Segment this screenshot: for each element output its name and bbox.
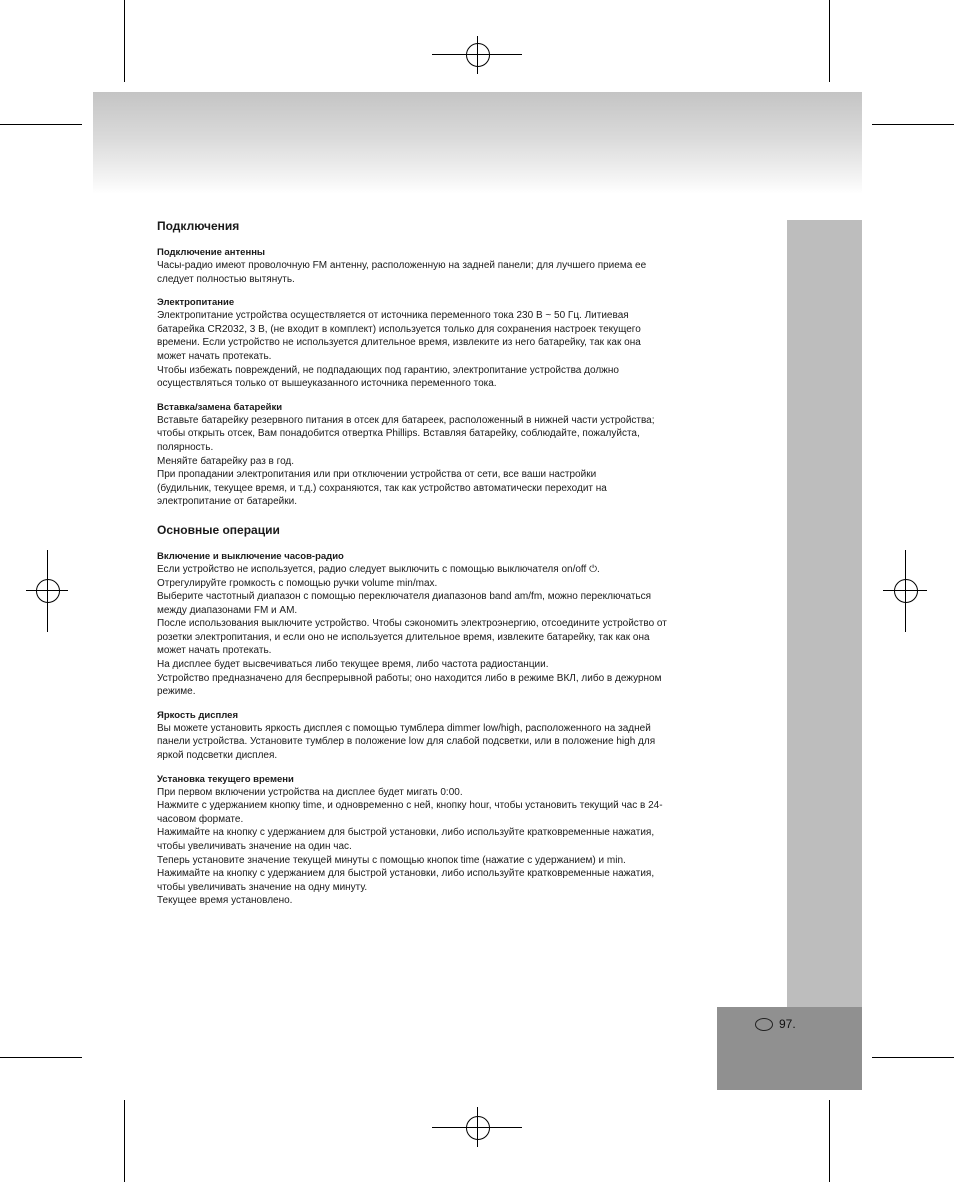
paragraph-line: панели устройства. Установите тумблер в положение low для слабой подсветки, или в положение high для bbox=[157, 736, 656, 748]
paragraph-line: Нажимайте на кнопку с удержанием для быстрой установки, либо используйте кратковременные нажатия, bbox=[157, 868, 655, 880]
subheading-on-off: Включение и выключение часов-радио bbox=[157, 550, 344, 562]
paragraph-line: На дисплее будет высвечиваться либо текущее время, либо частота радиостанции. bbox=[157, 659, 549, 671]
paragraph-line: розетки электропитания, и если оно не используется длительное время, извлеките батарейку, так как она bbox=[157, 631, 650, 643]
paragraph-line: часовом формате. bbox=[157, 813, 244, 825]
paragraph-line: между диапазонами FM и AM. bbox=[157, 604, 298, 616]
page-oval-icon bbox=[755, 1018, 773, 1031]
paragraph-line: Теперь установите значение текущей минуты с помощью кнопок time (нажатие с удержанием) и min. bbox=[157, 854, 626, 866]
crop-mark bbox=[829, 0, 830, 82]
crop-mark bbox=[124, 1100, 125, 1182]
paragraph-line: режиме. bbox=[157, 686, 196, 698]
subheading-brightness: Яркость дисплея bbox=[157, 709, 238, 721]
power-icon: ⏻ bbox=[589, 563, 597, 575]
paragraph-line: электропитание от батарейки. bbox=[157, 496, 297, 508]
crop-mark bbox=[0, 124, 82, 125]
page-number-text: 97. bbox=[779, 1017, 796, 1031]
paragraph-line: Устройство предназначено для беспрерывной работы; оно находится либо в режиме ВКЛ, либо в дежурном bbox=[157, 672, 662, 684]
paragraph-line: (будильник, текущее время, и т.д.) сохраняются, так как устройство автоматически переходит на bbox=[157, 482, 607, 494]
crop-mark bbox=[0, 1057, 82, 1058]
paragraph-line: полярность. bbox=[157, 441, 214, 453]
subheading-power: Электропитание bbox=[157, 297, 235, 309]
crop-mark bbox=[124, 0, 125, 82]
paragraph-line: Нажимайте на кнопку с удержанием для быстрой установки, либо используйте кратковременные нажатия, bbox=[157, 827, 655, 839]
paragraph-line: батарейка CR2032, 3 В, (не входит в комплект) используется только для сохранения настроек текущего bbox=[157, 323, 641, 335]
paragraph-line: следует полностью вытянуть. bbox=[157, 273, 295, 285]
section-title-operations: Основные операции bbox=[157, 522, 280, 537]
subheading-time-setting: Установка текущего времени bbox=[157, 773, 294, 785]
paragraph-line: чтобы увеличивать значение на одну минуту. bbox=[157, 881, 368, 893]
paragraph-line: Чтобы избежать повреждений, не подпадающих под гарантию, электропитание устройства должно bbox=[157, 364, 619, 376]
side-bar bbox=[787, 220, 862, 1090]
paragraph-line: чтобы увеличивать значение на один час. bbox=[157, 841, 352, 852]
paragraph-line: Меняйте батарейку раз в год. bbox=[157, 455, 295, 467]
on-off-text: Если устройство не используется, радио следует выключить с помощью выключателя on/off bbox=[157, 563, 587, 575]
paragraph-line: Если устройство не используется, радио следует выключить с помощью выключателя on/off ⏻. bbox=[157, 563, 600, 575]
paragraph-line: Электропитание устройства осуществляется от источника переменного тока 230 В ~ 50 Гц. Литиевая bbox=[157, 310, 629, 322]
manual-content bbox=[157, 219, 757, 908]
section-title-connections: Подключения bbox=[157, 219, 240, 233]
paragraph-line: осуществляться только от вышеуказанного источника переменного тока. bbox=[157, 378, 497, 390]
paragraph-line: яркой подсветки дисплея. bbox=[157, 750, 278, 762]
crop-mark bbox=[872, 124, 954, 125]
paragraph-line: Часы-радио имеют проволочную FM антенну, расположенную на задней панели; для лучшего приема ее bbox=[157, 260, 647, 271]
paragraph-line: Вы можете установить яркость дисплея с помощью тумблера dimmer low/high, расположенного на задней bbox=[157, 722, 651, 734]
paragraph-line: Отрегулируйте громкость с помощью ручки volume min/max. bbox=[157, 577, 438, 589]
paragraph-line: После использования выключите устройство. Чтобы сэкономить электроэнергию, отсоедините устройство от bbox=[157, 618, 667, 630]
paragraph-line: При пропадании электропитания или при отключении устройства от сети, все ваши настройки bbox=[157, 469, 597, 481]
paragraph-line: чтобы открыть отсек, Вам понадобится отвертка Phillips. Вставляя батарейку, соблюдайте, пожалуйста, bbox=[157, 428, 640, 440]
paragraph-line: При первом включении устройства на дисплее будет мигать 0:00. bbox=[157, 786, 463, 798]
crop-mark bbox=[872, 1057, 954, 1058]
paragraph-line: Нажмите с удержанием кнопку time, и одновременно с ней, кнопку hour, чтобы установить текущий час в 24- bbox=[157, 800, 663, 812]
paragraph-line: времени. Если устройство не используется длительное время, извлеките из него батарейку, так как она bbox=[157, 337, 641, 349]
paragraph-line: может начать протекать. bbox=[157, 645, 272, 657]
paragraph-line: Вставьте батарейку резервного питания в отсек для батареек, расположенный в нижней части устройства; bbox=[157, 414, 655, 426]
header-band bbox=[93, 92, 862, 194]
paragraph-line: Выберите частотный диапазон с помощью переключателя диапазонов band am/fm, можно переключаться bbox=[157, 591, 652, 603]
crop-mark bbox=[829, 1100, 830, 1182]
paragraph-line: Текущее время установлено. bbox=[157, 895, 293, 907]
subheading-antenna: Подключение антенны bbox=[157, 247, 266, 258]
page-number bbox=[755, 1016, 796, 1032]
paragraph-line: может начать протекать. bbox=[157, 350, 272, 362]
subheading-battery: Вставка/замена батарейки bbox=[157, 401, 283, 413]
